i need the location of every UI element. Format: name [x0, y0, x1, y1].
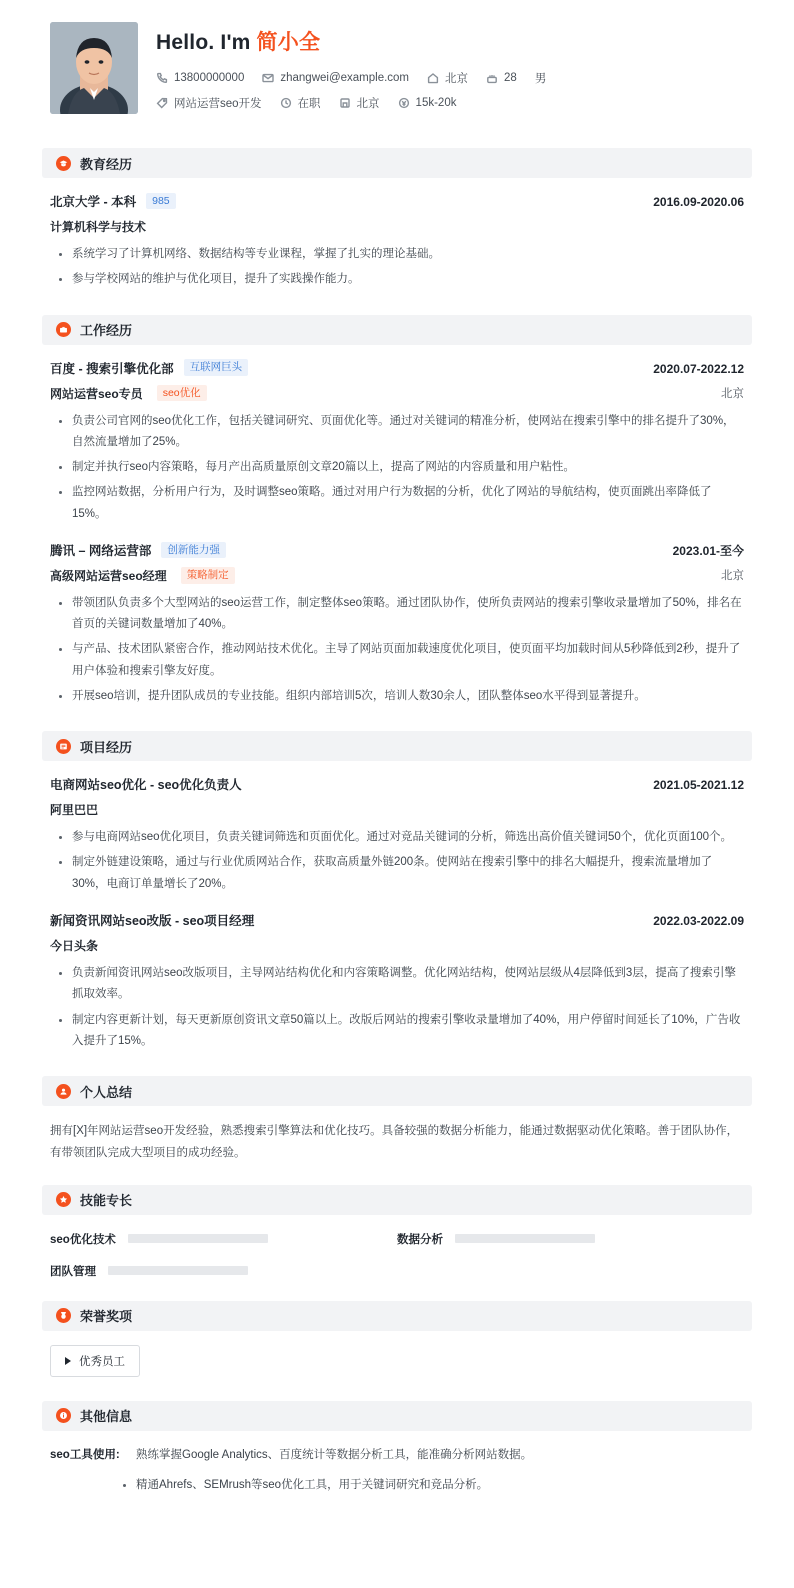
work-entry-left — [50, 359, 248, 377]
contact-city-text: 北京 — [445, 73, 469, 85]
skill-item — [50, 1263, 397, 1279]
project-date: 2021.05-2021.12 — [653, 778, 744, 793]
work-company: 腾讯 – 网络运营部 — [50, 543, 152, 558]
job-position-text: 网站运营seo开发 — [174, 98, 262, 110]
contact-gender — [535, 70, 547, 86]
skill-label: 团队管理 — [50, 1265, 96, 1278]
honors-list — [42, 1331, 752, 1383]
contact-gender-text: 男 — [534, 73, 547, 85]
clock-icon — [280, 97, 292, 109]
list-item: 制定并执行seo内容策略，每月产出高质量原创文章20篇以上，提高了网站的内容质量和用户粘性。 — [72, 457, 744, 478]
tag-icon — [156, 97, 168, 109]
project-entry-head — [50, 775, 744, 793]
section-header-education — [42, 148, 752, 178]
work-location: 北京 — [721, 570, 744, 583]
contact-row — [156, 70, 752, 86]
project-company: 阿里巴巴 — [50, 803, 99, 818]
other-row — [50, 1445, 744, 1467]
section-header-work — [42, 315, 752, 345]
project-date: 2022.03-2022.09 — [653, 913, 744, 928]
other-row-body — [130, 1445, 744, 1467]
contact-email — [262, 72, 409, 84]
work-tag: 互联网巨头 — [184, 359, 249, 376]
skill-label: 数据分析 — [397, 1233, 443, 1246]
skill-progress-bar — [128, 1234, 268, 1243]
work-entry — [50, 541, 744, 707]
skill-progress-bar — [455, 1234, 595, 1243]
project-title: 电商网站seo优化 - seo优化负责人 — [50, 778, 242, 793]
location-icon — [339, 97, 351, 109]
list-item: 制定外链建设策略，通过与行业优质网站合作，获取高质量外链200条。使网站在搜索引擎中的排名大幅提升，搜索流量增加了30%，电商订单量增长了20%。 — [72, 852, 744, 895]
list-item: 制定内容更新计划，每天更新原创资讯文章50篇以上。改版后网站的搜索引擎收录量增加了40%，用户停留时间延长了10%，广告收入提升了15%。 — [72, 1010, 744, 1053]
work-date: 2023.01-至今 — [672, 543, 744, 558]
education-entry — [50, 192, 744, 291]
section-body-projects — [42, 761, 752, 1058]
job-position — [156, 95, 262, 111]
work-entry-left — [50, 541, 226, 559]
section-title-skills: 技能专长 — [80, 1193, 133, 1209]
list-item: 参与电商网站seo优化项目，负责关键词筛选和页面优化。通过对竞品关键词的分析，筛选出高价值关键词50个，优化页面100个。 — [72, 827, 744, 848]
education-school: 北京大学 - 本科 — [50, 195, 137, 209]
list-item: 负责公司官网的seo优化工作，包括关键词研究、页面优化等。通过对关键词的精准分析，使网站在搜索引擎中的排名提升了30%，自然流量增加了25%。 — [72, 411, 744, 454]
education-date: 2016.09-2020.06 — [653, 195, 744, 209]
skill-label: seo优化技术 — [50, 1233, 116, 1246]
contact-email-text: zhangwei@example.com — [280, 72, 410, 84]
other-bullets — [50, 1475, 744, 1497]
briefcase-icon — [56, 322, 71, 337]
header-details — [156, 22, 752, 120]
job-status-text: 在职 — [297, 98, 321, 110]
job-meta-row — [156, 95, 752, 111]
list-item: 带领团队负责多个大型网站的seo运营工作，制定整体seo策略。通过团队协作，使所负责网站的搜索引擎收录量增加了50%，排名在首页的关键词数量增加了40%。 — [72, 593, 744, 636]
project-title: 新闻资讯网站seo改版 - seo项目经理 — [50, 913, 255, 928]
work-company: 百度 - 搜索引擎优化部 — [50, 361, 174, 376]
job-location — [339, 95, 380, 111]
skill-progress-bar — [108, 1266, 248, 1275]
section-body-education — [42, 178, 752, 297]
play-triangle-icon — [65, 1357, 71, 1365]
work-entry — [50, 359, 744, 525]
list-item: 负责新闻资讯网站seo改版项目，主导网站结构优化和内容策略调整。优化网站结构，使网站层级从4层降低到3层，提高了搜索引擎抓取效率。 — [72, 963, 744, 1006]
project-entry-head — [50, 911, 744, 929]
skill-item — [50, 1231, 397, 1247]
education-entry-head — [50, 192, 744, 210]
section-title-education: 教育经历 — [80, 156, 133, 172]
honor-label: 优秀员工 — [79, 1355, 125, 1368]
skill-item — [397, 1231, 744, 1247]
section-title-honors: 荣誉奖项 — [80, 1309, 133, 1325]
work-entry-head — [50, 541, 744, 559]
job-status — [280, 95, 321, 111]
other-row-label: seo工具使用: — [50, 1448, 120, 1461]
graduation-icon — [56, 156, 71, 171]
section-header-honors — [42, 1301, 752, 1331]
list-item: 开展seo培训，提升团队成员的专业技能。组织内部培训5次，培训人数30余人，团队整体seo水平得到显著提升。 — [72, 686, 744, 707]
work-role: 网站运营seo专员 — [50, 386, 143, 401]
user-icon — [56, 1084, 71, 1099]
project-bullets — [50, 963, 744, 1052]
education-entry-left — [50, 192, 176, 210]
job-salary-text: 15k-20k — [415, 97, 457, 109]
contact-phone-text: 13800000000 — [174, 72, 245, 84]
project-bullets — [50, 827, 744, 895]
skills-list — [42, 1215, 752, 1283]
list-item: 监控网站数据，分析用户行为，及时调整seo策略。通过对用户行为数据的分析，优化了网站的导航结构，使页面跳出率降低了15%。 — [72, 482, 744, 525]
work-tag: 创新能力强 — [161, 542, 226, 559]
education-major: 计算机科学与技术 — [50, 220, 147, 234]
project-entry — [50, 775, 744, 895]
contact-phone — [156, 72, 244, 84]
section-header-summary — [42, 1076, 752, 1106]
honor-chip[interactable] — [50, 1345, 140, 1377]
section-title-work: 工作经历 — [80, 323, 133, 339]
work-subhead-left — [50, 385, 207, 402]
work-location: 北京 — [721, 388, 744, 401]
mail-icon — [262, 72, 274, 84]
list-item: 精通Ahrefs、SEMrush等seo优化工具，用于关键词研究和竞品分析。 — [136, 1475, 744, 1497]
education-tag: 985 — [146, 193, 176, 210]
section-title-projects: 项目经历 — [80, 739, 133, 755]
star-icon — [56, 1192, 71, 1207]
other-first-bullet — [130, 1445, 744, 1467]
salary-icon — [398, 97, 410, 109]
other-first-text: 熟练掌握Google Analytics、百度统计等数据分析工具，能准确分析网站数据。 — [136, 1448, 533, 1461]
job-location-text: 北京 — [356, 98, 380, 110]
candidate-name: 简小全 — [256, 31, 321, 54]
section-title-summary: 个人总结 — [80, 1084, 133, 1100]
project-icon — [56, 739, 71, 754]
home-icon — [427, 72, 439, 84]
work-bullets — [50, 411, 744, 525]
list-item: 系统学习了计算机网络、数据结构等专业课程，掌握了扎实的理论基础。 — [72, 244, 744, 265]
contact-city — [427, 70, 468, 86]
contact-age-text: 28 — [504, 72, 517, 84]
avatar — [50, 22, 138, 114]
contact-age — [486, 72, 517, 84]
work-bullets — [50, 593, 744, 707]
work-subhead — [50, 385, 744, 402]
project-company: 今日头条 — [50, 938, 99, 953]
section-header-other — [42, 1401, 752, 1431]
phone-icon — [156, 72, 168, 84]
info-icon — [56, 1408, 71, 1423]
work-subhead — [50, 567, 744, 584]
section-body-work — [42, 345, 752, 714]
list-item: 与产品、技术团队紧密合作，推动网站技术优化。主导了网站页面加载速度优化项目，使页面平均加载时间从5秒降低到2秒，提升了用户体验和搜索引擎友好度。 — [72, 639, 744, 682]
job-salary — [398, 97, 457, 109]
greeting-text: Hello. I'm — [156, 31, 257, 54]
list-item: 参与学校网站的维护与优化项目，提升了实践操作能力。 — [72, 269, 744, 290]
work-entry-head — [50, 359, 744, 377]
work-role-tag: seo优化 — [157, 385, 207, 402]
work-role: 高级网站运营seo经理 — [50, 568, 167, 583]
other-info — [42, 1431, 752, 1507]
section-header-projects — [42, 731, 752, 761]
section-header-skills — [42, 1185, 752, 1215]
medal-icon — [56, 1308, 71, 1323]
work-subhead-left — [50, 567, 235, 584]
education-bullets — [50, 244, 744, 291]
cake-icon — [486, 72, 498, 84]
resume-header — [42, 18, 752, 130]
work-role-tag: 策略制定 — [181, 567, 235, 584]
page-title — [156, 26, 752, 56]
summary-text: 拥有[X]年网站运营seo开发经验，熟悉搜索引擎算法和优化技巧。具备较强的数据分析能力，能通过数据驱动优化策略。善于团队协作，有带领团队完成大型项目的成功经验。 — [50, 1125, 739, 1160]
project-entry — [50, 911, 744, 1052]
work-date: 2020.07-2022.12 — [653, 361, 744, 376]
section-title-other: 其他信息 — [80, 1409, 133, 1425]
